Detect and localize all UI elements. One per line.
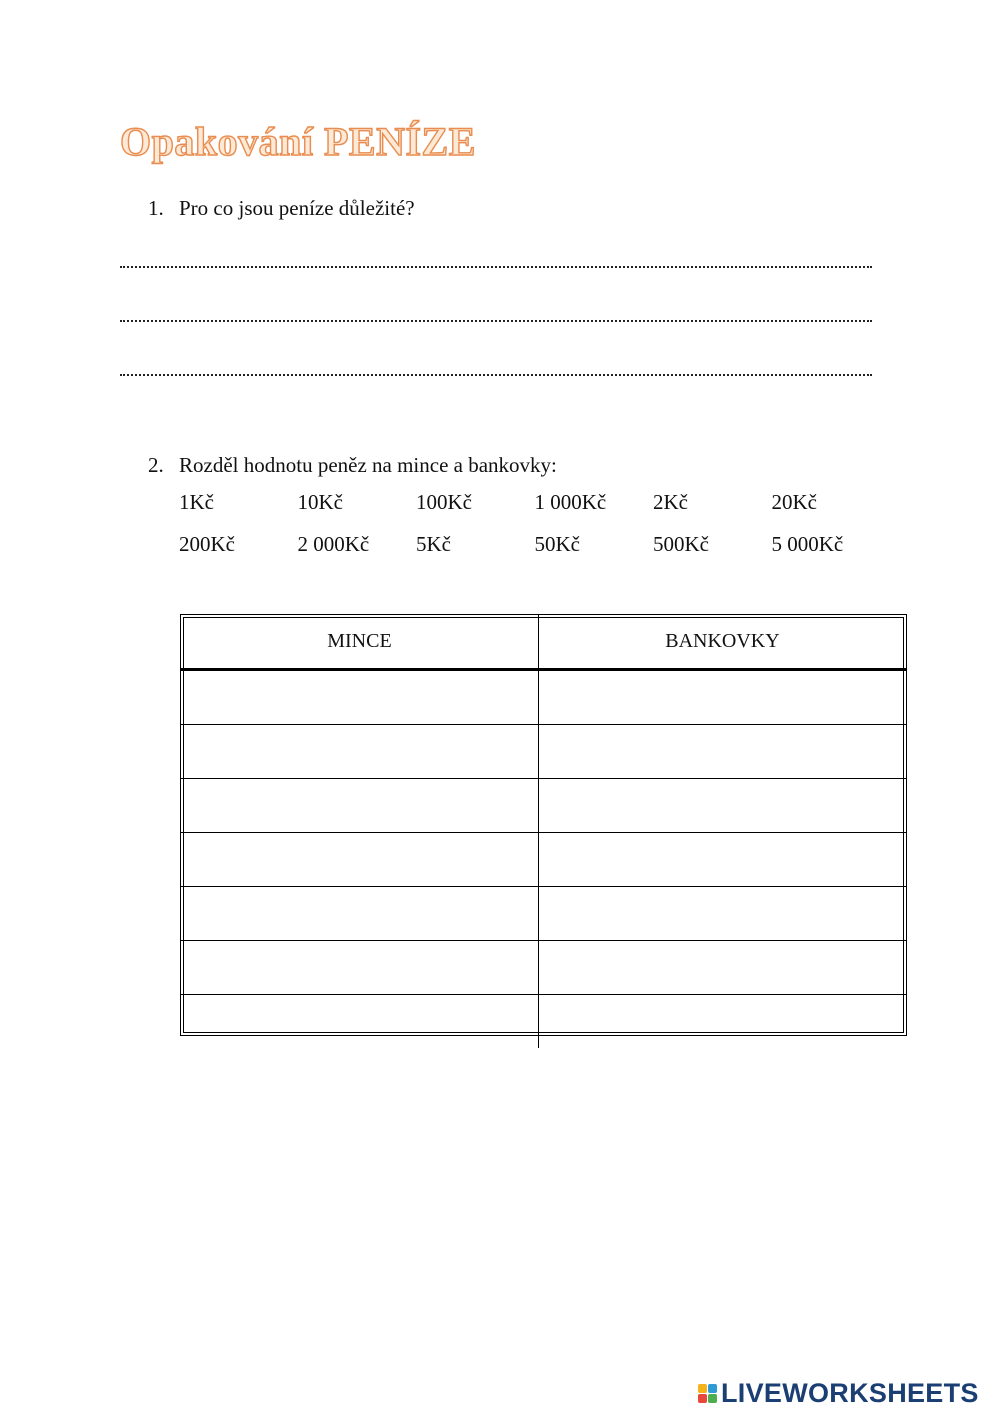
bankovky-cell[interactable] (538, 725, 906, 779)
bankovky-cell[interactable] (538, 833, 906, 887)
mince-cell[interactable] (181, 725, 538, 779)
sorting-table (180, 614, 907, 1036)
money-value: 10Kč (297, 490, 343, 514)
answer-line-1[interactable] (120, 262, 872, 268)
question-1-number: 1. (148, 196, 164, 220)
table-row (181, 725, 906, 779)
bankovky-cell[interactable] (538, 995, 906, 1049)
column-header-bankovky: BANKOVKY (538, 615, 906, 670)
mark-square-icon (698, 1384, 707, 1393)
table-row (181, 995, 906, 1049)
money-value: 50Kč (534, 532, 580, 556)
worksheet-title: Opakování PENÍZE (120, 119, 476, 164)
question-2-text: Rozděl hodnotu peněz na mince a bankovky: (179, 453, 557, 477)
money-value: 20Kč (771, 490, 817, 514)
question-2 (148, 453, 557, 478)
mince-cell[interactable] (181, 887, 538, 941)
bankovky-cell[interactable] (538, 670, 906, 725)
money-value: 1 000Kč (534, 490, 607, 514)
money-value: 2 000Kč (297, 532, 370, 556)
mark-square-icon (708, 1384, 717, 1393)
money-value: 5Kč (416, 532, 451, 556)
question-1-text: Pro co jsou peníze důležité? (179, 196, 415, 220)
money-values-row (179, 532, 890, 574)
mince-cell[interactable] (181, 779, 538, 833)
answer-line-3[interactable] (120, 370, 872, 376)
money-value: 1Kč (179, 490, 214, 514)
answer-line-2[interactable] (120, 316, 872, 322)
money-value: 2Kč (653, 490, 688, 514)
question-1 (148, 196, 415, 221)
money-value: 100Kč (416, 490, 472, 514)
table-row (181, 779, 906, 833)
table-row (181, 833, 906, 887)
bankovky-cell[interactable] (538, 887, 906, 941)
money-value: 5 000Kč (771, 532, 844, 556)
mark-square-icon (708, 1394, 717, 1403)
liveworksheets-logo[interactable] (698, 1378, 979, 1408)
liveworksheets-mark-icon (698, 1384, 717, 1403)
mince-cell[interactable] (181, 670, 538, 725)
bankovky-cell[interactable] (538, 779, 906, 833)
mince-cell[interactable] (181, 941, 538, 995)
money-value: 500Kč (653, 532, 709, 556)
mince-cell[interactable] (181, 833, 538, 887)
question-2-number: 2. (148, 453, 164, 477)
money-value: 200Kč (179, 532, 235, 556)
table-row (181, 941, 906, 995)
mark-square-icon (698, 1394, 707, 1403)
column-header-mince: MINCE (181, 615, 538, 670)
table-row (181, 887, 906, 941)
mince-cell[interactable] (181, 995, 538, 1049)
liveworksheets-wordmark: LIVEWORKSHEETS (721, 1377, 979, 1408)
bankovky-cell[interactable] (538, 941, 906, 995)
table-row (181, 670, 906, 725)
money-values-row (179, 490, 890, 532)
money-values (179, 490, 890, 574)
